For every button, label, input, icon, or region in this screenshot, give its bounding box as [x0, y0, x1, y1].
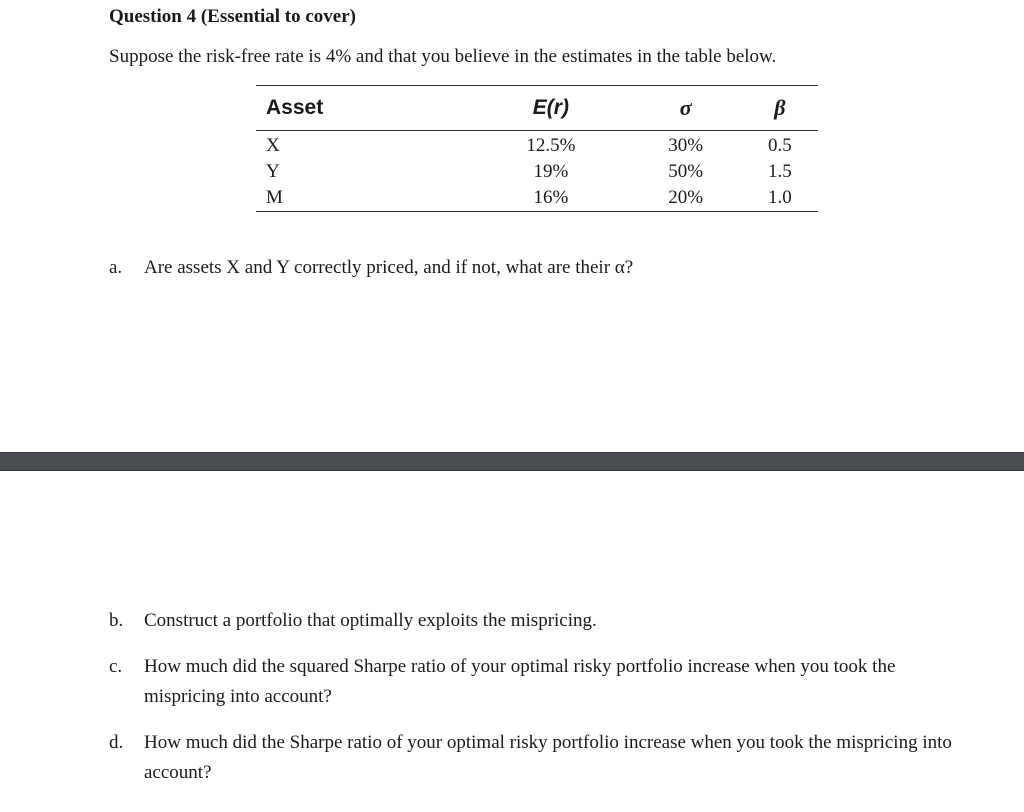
cell-sigma: 20%: [630, 185, 742, 212]
header-asset: Asset: [256, 86, 472, 131]
cell-expected-return: 12.5%: [526, 135, 576, 156]
part-b-text: Construct a portfolio that optimally exploits the mispricing.: [144, 610, 597, 631]
cell-sigma: 30%: [668, 135, 704, 156]
cell-beta: 1.0: [742, 185, 818, 212]
header-sigma: σ: [630, 86, 742, 131]
cell-beta: 1.5: [767, 161, 792, 182]
table-row: [256, 131, 818, 160]
part-c-marker: c.: [109, 656, 123, 677]
cell-beta: 0.5: [767, 135, 792, 156]
question-title: Question 4 (Essential to cover): [109, 6, 356, 27]
header-expected-return: E(r): [472, 86, 630, 131]
cell-expected-return: 16%: [472, 185, 630, 212]
cell-asset: M: [256, 185, 472, 212]
part-d-marker: d.: [109, 732, 124, 753]
page-break-bar: [0, 452, 1024, 471]
part-b-marker: b.: [109, 610, 124, 631]
cell-asset: Y: [266, 161, 280, 182]
header-beta: β: [742, 86, 818, 131]
part-d-text: How much did the Sharpe ratio of your optimal risky portfolio increase when you took the mispricing into account?: [144, 732, 952, 783]
part-c-text: How much did the squared Sharpe ratio of your optimal risky portfolio increase when you took the mispricing into account?: [144, 656, 896, 707]
estimates-table: [256, 85, 818, 212]
part-a-text: Are assets X and Y correctly priced, and if not, what are their α?: [144, 257, 634, 278]
part-a-marker: a.: [109, 257, 123, 278]
cell-expected-return: 19%: [533, 161, 569, 182]
question-intro: Suppose the risk-free rate is 4% and that you believe in the estimates in the table below.: [109, 46, 777, 67]
cell-sigma: 50%: [668, 161, 704, 182]
table-header-row: [256, 86, 818, 131]
cell-asset: X: [266, 135, 280, 156]
table-row: [256, 159, 818, 185]
table-row: [256, 185, 818, 212]
